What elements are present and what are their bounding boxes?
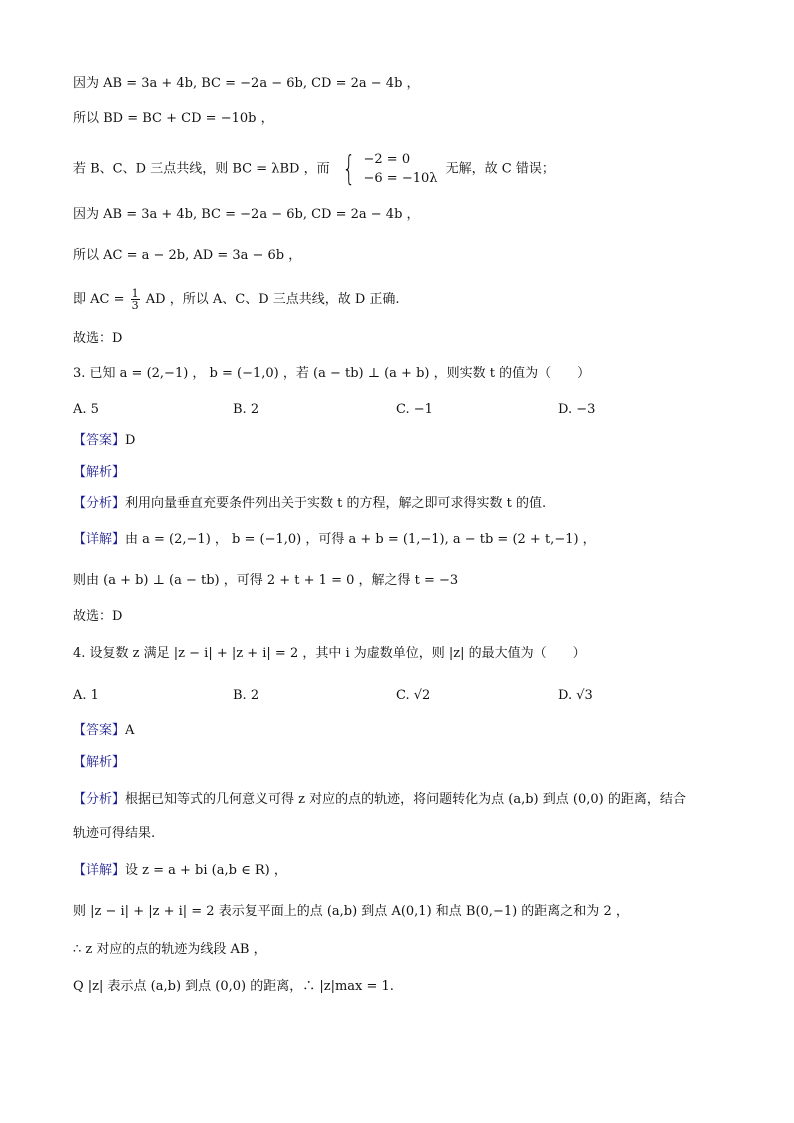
q3-answer-line — [73, 432, 734, 450]
q4-fenxi-tag: 【分析】 — [73, 792, 126, 807]
q4-analysis-tag: 【解析】 — [73, 755, 126, 770]
q4-fenxi-line — [73, 791, 734, 809]
q4-step-2: 则 |z − i| + |z + i| = 2 表示复平面上的点 (a,b) 到点 A(0,1) 和点 B(0,−1) 的距离之和为 2 ， — [73, 904, 629, 919]
q3-analysis-heading — [73, 464, 734, 482]
q3-option-c: C. −1 — [396, 402, 433, 417]
q4-answer-tag: 【答案】 — [73, 723, 126, 738]
solution-line-5: 所以 AC = a − 2b, AD = 3a − 6b ， — [73, 248, 302, 263]
q3-xiangjie-line — [73, 531, 734, 549]
q3-fenxi-text: 利用向量垂直充要条件列出关于实数 t 的方程，解之即可求得实数 t 的值. — [125, 496, 547, 511]
line-3-prefix: 若 B、C、D 三点共线，则 BC = λBD ，而 — [73, 161, 330, 177]
q4-answer: A — [125, 723, 135, 738]
choose-line-q2: 故选：D — [73, 331, 123, 346]
q3-stem: 3. 已知 a = (2,−1) ， b = (−1,0) ，若 (a − tb) ⊥ (a + b) ，则实数 t 的值为（ ） — [73, 366, 591, 381]
fraction-numerator: 1 — [131, 287, 139, 300]
q4-option-a: A. 1 — [73, 688, 99, 703]
q3-fenxi-line — [73, 495, 734, 513]
q3-option-a: A. 5 — [73, 402, 99, 417]
equation-system — [338, 150, 438, 188]
q4-fenxi-line-2: 轨迹可得结果. — [73, 826, 156, 841]
line-3-suffix: 无解，故 C 错误； — [445, 161, 555, 177]
q4-option-c: C. √2 — [396, 688, 431, 703]
q3-option-d: D. −3 — [558, 402, 596, 417]
q3-answer: D — [125, 433, 136, 448]
q3-option-b: B. 2 — [233, 402, 260, 417]
q4-xiangjie-text: 设 z = a + bi (a,b ∈ R) ， — [125, 863, 287, 878]
fraction-one-third — [131, 288, 140, 311]
q3-choose: 故选：D — [73, 609, 123, 624]
brace-symbol: { — [342, 149, 356, 189]
q4-step-4: Q |z| 表示点 (a,b) 到点 (0,0) 的距离，∴ |z|max = 1. — [73, 979, 394, 994]
q4-analysis-heading — [73, 754, 734, 772]
q3-fenxi-tag: 【分析】 — [73, 496, 126, 511]
system-row-2: −6 = −10λ — [363, 171, 438, 186]
solution-line-2: 所以 BD = BC + CD = −10b ， — [73, 111, 274, 126]
q4-stem: 4. 设复数 z 满足 |z − i| + |z + i| = 2 ，其中 i 为虚数单位，则 |z| 的最大值为（ ） — [73, 646, 586, 661]
q4-xiangjie-line — [73, 862, 734, 880]
q3-xiangjie-tag: 【详解】 — [73, 532, 126, 547]
fraction-denominator: 3 — [131, 299, 139, 312]
line-6-suffix: AD ，所以 A、C、D 三点共线，故 D 正确. — [145, 292, 400, 307]
q4-option-b: B. 2 — [233, 688, 260, 703]
solution-line-3 — [73, 149, 734, 189]
q4-xiangjie-tag: 【详解】 — [73, 863, 126, 878]
line-6-prefix: 即 AC = — [73, 292, 125, 307]
q3-analysis-tag: 【解析】 — [73, 465, 126, 480]
q4-option-d: D. √3 — [558, 688, 593, 703]
q3-step-2: 则由 (a + b) ⊥ (a − tb) ，可得 2 + t + 1 = 0 ，解之得 t = −3 — [73, 573, 459, 588]
solution-line-1: 因为 AB = 3a + 4b, BC = −2a − 6b, CD = 2a − 4b ， — [73, 76, 420, 91]
system-row-1: −2 = 0 — [363, 152, 411, 167]
q3-answer-tag: 【答案】 — [73, 433, 126, 448]
solution-line-4: 因为 AB = 3a + 4b, BC = −2a − 6b, CD = 2a − 4b ， — [73, 207, 420, 222]
q4-answer-line — [73, 722, 734, 740]
q3-xiangjie-text: 由 a = (2,−1) ， b = (−1,0) ，可得 a + b = (1,−1), a − tb = (2 + t,−1) ， — [125, 532, 596, 547]
solution-line-6 — [73, 287, 734, 313]
q4-step-3: ∴ z 对应的点的轨迹为线段 AB ， — [73, 942, 267, 957]
q4-fenxi-text: 根据已知等式的几何意义可得 z 对应的点的轨迹，将问题转化为点 (a,b) 到点 (0,0) 的距离，结合 — [125, 792, 686, 807]
